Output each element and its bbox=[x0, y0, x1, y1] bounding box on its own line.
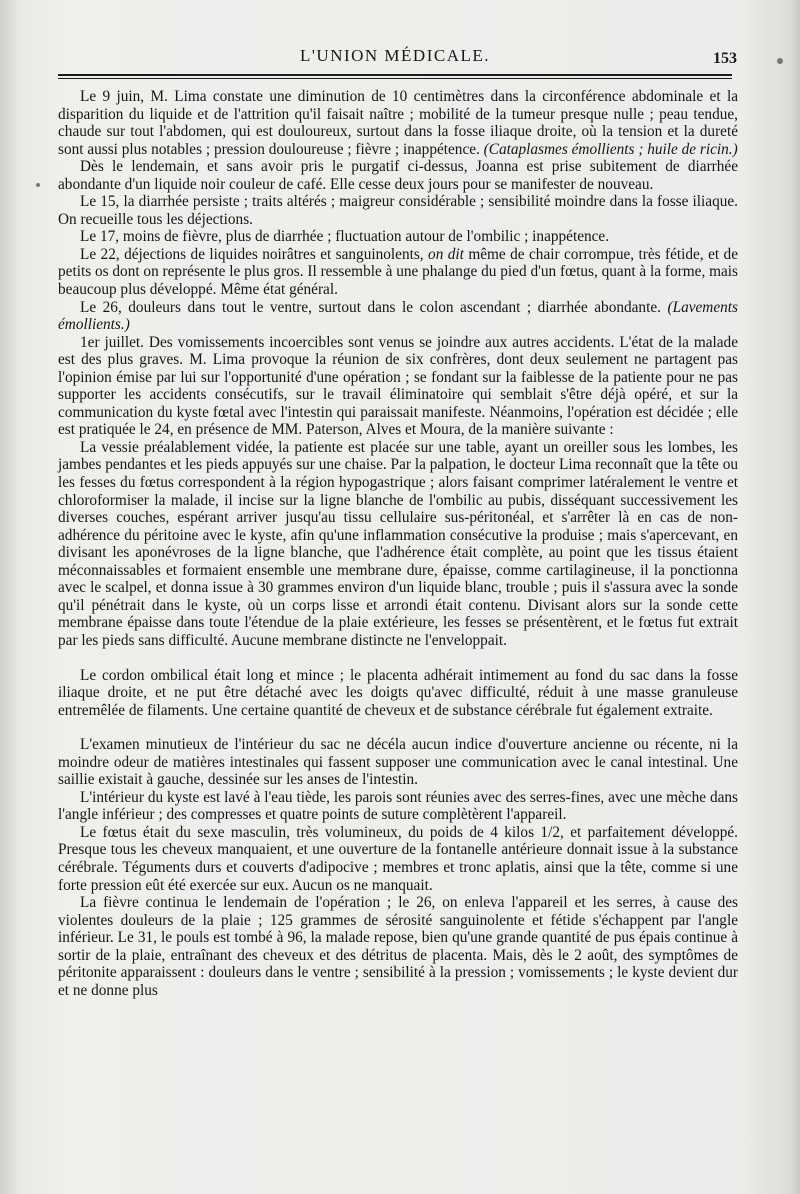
paragraph bbox=[58, 228, 738, 246]
paragraph bbox=[58, 667, 738, 720]
paragraph-italic: on dit bbox=[428, 245, 464, 263]
paragraph-text: Le 9 juin, M. Lima constate une diminution de 10 centimètres dans la circonférence abdominale et la disparition du liquide et de l'attrition qu'il faisait naître ; mobilité de la tumeur presque nulle ; peau tendue, chaude sur tout l'abdomen, qui est douloureux, surtout dans la fosse iliaque droite, où la tension et la dureté sont aussi plus notables ; pression douloureuse ; fièvre ; inappétence. bbox=[58, 88, 738, 158]
running-title: L'UNION MÉDICALE. bbox=[299, 46, 491, 65]
scan-speck bbox=[777, 58, 783, 64]
paragraph-text: La fièvre continua le lendemain de l'opération ; le 26, on enleva l'appareil et les serres, à cause des violentes douleurs de la plaie ; 125 grammes de sérosité sanguinolente et fétide s'échappent par l'angle inférieur. Le 31, le pouls est tombé à 96, la malade repose, bien qu'une grande quantité de pus épais continue à sortir de la plaie, entraînant des cheveux et des détritus de placenta. Mais, dès le 2 août, des symptômes de péritonite apparaissent : douleurs dans le ventre ; sensibilité à la pression ; vomissements ; le kyste devient dur et ne donne plus bbox=[58, 894, 738, 999]
paragraph-text: Dès le lendemain, et sans avoir pris le purgatif ci-dessus, Joanna est prise subitement de diarrhée abondante d'un liquide noir couleur de café. Elle cesse deux jours pour se manifester de nouveau. bbox=[58, 158, 738, 193]
paragraph bbox=[58, 299, 738, 334]
paragraph-text: Le 22, déjections de liquides noirâtres et sanguinolents, bbox=[80, 245, 429, 263]
paragraph bbox=[58, 894, 738, 999]
paragraph bbox=[58, 193, 738, 228]
paragraph bbox=[58, 246, 738, 299]
paragraph-text: L'intérieur du kyste est lavé à l'eau tiède, les parois sont réunies avec des serres-fines, avec une mèche dans l'angle inférieur ; des compresses et quatre points de suture complètèrent l'appareil. bbox=[58, 788, 738, 824]
page-header bbox=[55, 42, 735, 72]
page-number: 153 bbox=[713, 50, 737, 67]
paragraph bbox=[58, 88, 738, 158]
paragraph bbox=[58, 789, 738, 824]
paragraph bbox=[58, 439, 738, 650]
header-rule bbox=[58, 74, 732, 79]
paragraph-text: La vessie préalablement vidée, la patiente est placée sur une table, ayant un oreiller sous les lombes, les jambes pendantes et les pieds appuyés sur une chaise. Par la palpation, le docteur Lima reconnaît que la tête ou les fesses du fœtus correspondent à la région hypogastrique ; alors faisant comprimer latéralement le ventre et chloroformiser la malade, il incise sur la ligne blanche de l'ombilic au pubis, disséquant successivement les diverses couches, espérant arriver jusqu'au tissu cellulaire sus-péritonéal, et s'arrêter là en cas de non-adhérence du péritoine avec le kyste, afin qu'une inflammation consécutive la produise ; mais s'apercevant, en divisant les aponévroses de la ligne blanche, que l'adhérence était complète, au point que les tissus étaient méconnaissables et formaient ensemble une membrane dure, épaisse, comme cartilagineuse, il la ponctionna avec le scalpel, et donna issue à 30 grammes environ d'un liquide blanc, trouble ; puis il s'assura avec la sonde qu'il pénétrait dans le kyste, où un corps lisse et arrondi était contenu. Divisant alors sur la sonde cette membrane épaisse dans toute l'étendue de la plaie extérieure, les fesses se présentèrent, et le fœtus fut extrait par les pieds sans difficulté. Aucune membrane distincte ne l'enveloppait. bbox=[58, 438, 738, 649]
paragraph bbox=[58, 824, 738, 894]
scan-speck bbox=[36, 183, 40, 187]
paragraph-text: Le cordon ombilical était long et mince ; le placenta adhérait intimement au fond du sac dans la fosse iliaque droite, et ne put être détaché avec les doigts qu'avec difficulté, réduit à une masse granuleuse entremêlée de filaments. Une certaine quantité de cheveux et de substance cérébrale fut également extraite. bbox=[58, 666, 738, 719]
paragraph-text: 1er juillet. Des vomissements incoercibles sont venus se joindre aux autres accidents. L'état de la malade est des plus graves. M. Lima provoque la réunion de six confrères, dont deux seulement ne partagent pas l'opinion émise par lui sur l'opportunité d'une opération ; se fondant sur la faiblesse de la patiente pour ne pas supporter les accidents consécutifs, sur le travail éliminatoire qui semblait s'être déjà opéré, et sur la communication du kyste fœtal avec l'intestin qui paraissait manifeste. Néanmoins, l'opération est décidée ; elle est pratiquée le 24, en présence de MM. Paterson, Alves et Moura, de la manière suivante : bbox=[58, 333, 738, 439]
paragraph-italic: (Cataplasmes émollients ; huile de ricin.) bbox=[483, 140, 738, 158]
paragraph-text: Le 15, la diarrhée persiste ; traits altérés ; maigreur considérable ; sensibilité moindre dans la fosse iliaque. On recueille tous les déjections. bbox=[58, 193, 738, 228]
paragraph bbox=[58, 736, 738, 789]
paragraph bbox=[58, 158, 738, 193]
paragraph-text-after: même de chair corrompue, très fétide, et de petits os dont on représente le plus gros. Il ressemble à une phalange du pied d'un fœtus, quant à la forme, mais beaucoup plus développé. Même état général. bbox=[58, 245, 738, 299]
paragraph bbox=[58, 334, 738, 439]
paragraph-text: L'examen minutieux de l'intérieur du sac ne décéla aucun indice d'ouverture ancienne ou récente, ni la moindre odeur de matières intestinales qui fassent supposer une communication avec le canal intestinal. Une saillie existait à gauche, dessinée sur les anses de l'intestin. bbox=[58, 736, 738, 789]
paragraph-italic: (Lavements émollients.) bbox=[58, 298, 738, 334]
paragraph-text: Le fœtus était du sexe masculin, très volumineux, du poids de 4 kilos 1/2, et parfaitement développé. Presque tous les cheveux manquaient, et une ouverture de la fontanelle antérieure donnait issue à la substance cérébrale. Téguments durs et couverts d'adipocive ; membres et tronc aplatis, ainsi que la tête, comme si une forte pression eût été exercée sur eux. Aucun os ne manquait. bbox=[58, 823, 738, 894]
article-body bbox=[58, 88, 738, 999]
paragraph-text: Le 17, moins de fièvre, plus de diarrhée ; fluctuation autour de l'ombilic ; inappétence. bbox=[80, 228, 610, 246]
paragraph-text: Le 26, douleurs dans tout le ventre, surtout dans le colon ascendant ; diarrhée abondante. bbox=[80, 298, 668, 316]
